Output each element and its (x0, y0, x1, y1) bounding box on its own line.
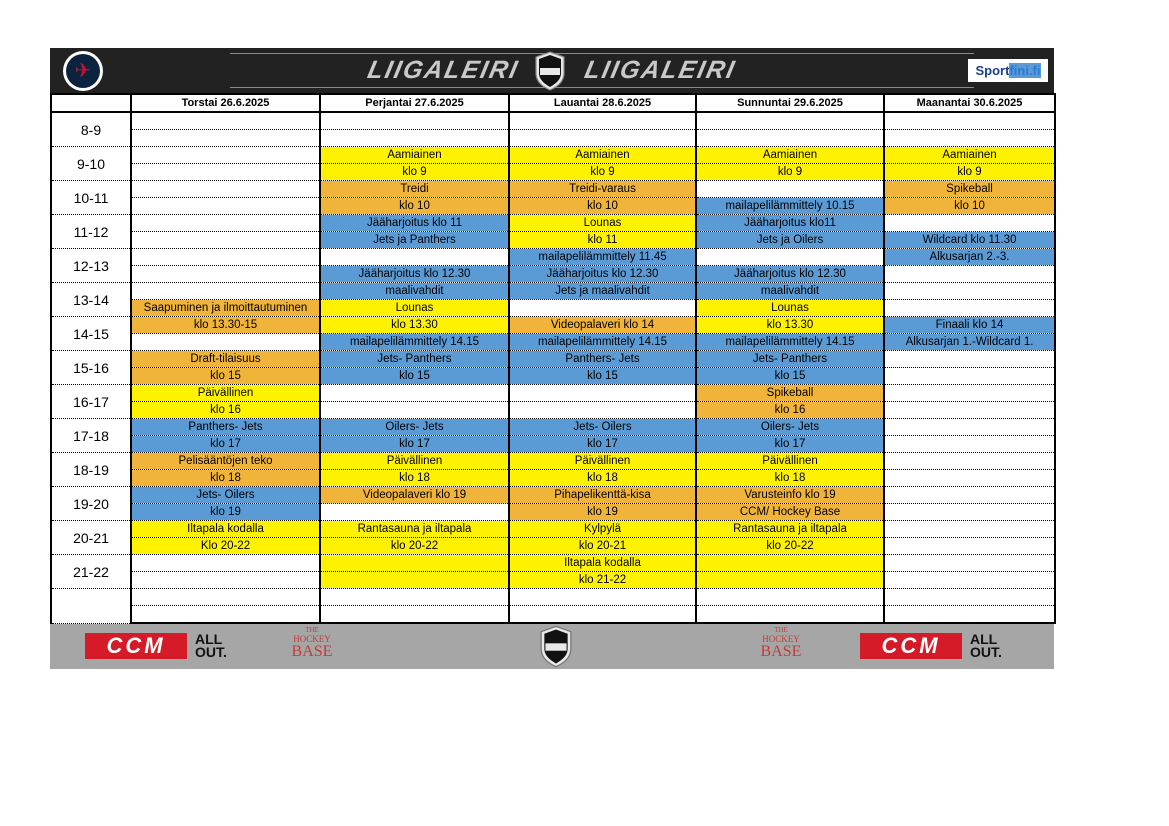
allout-text: OUT. (195, 644, 227, 660)
schedule-cell: Päivällinen (509, 453, 696, 470)
table-row (51, 112, 1055, 130)
schedule-cell: Klo 20-22 (131, 538, 320, 555)
time-slot-label: 17-18 (51, 419, 131, 453)
schedule-cell: maalivahdit (320, 283, 509, 300)
time-slot-label: 12-13 (51, 249, 131, 283)
schedule-cell (509, 385, 696, 402)
schedule-cell (320, 130, 509, 147)
table-row (51, 249, 1055, 266)
schedule-cell: klo 9 (884, 164, 1055, 181)
schedule-cell (884, 606, 1055, 624)
schedule-cell: klo 20-22 (320, 538, 509, 555)
table-row (51, 572, 1055, 589)
schedule-cell (320, 504, 509, 521)
schedule-cell (884, 555, 1055, 572)
schedule-cell (884, 436, 1055, 453)
schedule-cell (131, 555, 320, 572)
day-header: Sunnuntai 29.6.2025 (696, 94, 884, 112)
schedule-cell (131, 198, 320, 215)
day-header-row (51, 94, 1055, 112)
schedule-cell (696, 572, 884, 589)
hockey-base-text: THE (305, 626, 319, 634)
schedule-cell: klo 18 (509, 470, 696, 487)
schedule-cell (131, 130, 320, 147)
table-row (51, 504, 1055, 521)
schedule-cell: Rantasauna ja iltapala (320, 521, 509, 538)
hockey-base-text: HOCKEY (293, 634, 331, 644)
hockey-base-text: THE (774, 626, 788, 634)
schedule-cell (509, 130, 696, 147)
table-row (51, 215, 1055, 232)
sponsor-text-a: Sport (975, 63, 1010, 78)
schedule-cell: Päivällinen (696, 453, 884, 470)
table-row (51, 453, 1055, 470)
table-row (51, 164, 1055, 181)
day-header: Maanantai 30.6.2025 (884, 94, 1055, 112)
day-header: Perjantai 27.6.2025 (320, 94, 509, 112)
schedule-cell (884, 402, 1055, 419)
schedule-cell: Draft-tilaisuus (131, 351, 320, 368)
schedule-cell (884, 266, 1055, 283)
schedule-cell (320, 606, 509, 624)
time-slot-label: 9-10 (51, 147, 131, 181)
schedule-cell: Jets- Panthers (320, 351, 509, 368)
schedule-cell: mailapelilämmittely 14.15 (696, 334, 884, 351)
schedule-cell: klo 15 (509, 368, 696, 385)
schedule-cell: mailapelilämmittely 11.45 (509, 249, 696, 266)
schedule-cell (884, 504, 1055, 521)
schedule-cell: klo 9 (509, 164, 696, 181)
schedule-cell (131, 164, 320, 181)
schedule-cell (884, 538, 1055, 555)
schedule-cell (884, 453, 1055, 470)
schedule-cell (509, 589, 696, 606)
table-row (51, 555, 1055, 572)
schedule-cell: klo 20-22 (696, 538, 884, 555)
schedule-cell: klo 18 (696, 470, 884, 487)
time-slot-label: 14-15 (51, 317, 131, 351)
ccm-text: CCM (85, 633, 187, 659)
schedule-cell (131, 606, 320, 624)
schedule-cell (131, 112, 320, 130)
schedule-cell: Aamiainen (320, 147, 509, 164)
schedule-cell (696, 589, 884, 606)
schedule-cell (884, 487, 1055, 504)
schedule-cell: Saapuminen ja ilmoittautuminen (131, 300, 320, 317)
ccm-logo (860, 632, 1002, 660)
time-slot-label: 10-11 (51, 181, 131, 215)
hockey-base-logo (289, 627, 335, 667)
schedule-cell: Oilers- Jets (320, 419, 509, 436)
schedule-cell: Oilers- Jets (696, 419, 884, 436)
time-slot-label (51, 589, 131, 624)
schedule-cell: Jääharjoitus klo 12.30 (320, 266, 509, 283)
schedule-cell (884, 572, 1055, 589)
schedule-cell (884, 283, 1055, 300)
jets-logo-icon: ✈ (63, 51, 103, 91)
table-row (51, 606, 1055, 624)
schedule-cell (696, 130, 884, 147)
schedule-cell: Iltapala kodalla (131, 521, 320, 538)
schedule-cell: klo 17 (131, 436, 320, 453)
schedule-cell (509, 402, 696, 419)
table-row (51, 300, 1055, 317)
schedule-cell (696, 181, 884, 198)
sponsor-text-b: fini.fi (1009, 63, 1041, 78)
schedule-cell: Lounas (320, 300, 509, 317)
schedule-cell: mailapelilämmittely 14.15 (509, 334, 696, 351)
schedule-cell (131, 147, 320, 164)
schedule-cell: klo 17 (320, 436, 509, 453)
schedule-cell (696, 249, 884, 266)
schedule-cell: Alkusarjan 2.-3. (884, 249, 1055, 266)
table-row (51, 317, 1055, 334)
schedule-cell: klo 17 (509, 436, 696, 453)
table-row (51, 436, 1055, 453)
schedule-cell: Aamiainen (509, 147, 696, 164)
schedule-cell: klo 21-22 (509, 572, 696, 589)
day-header: Torstai 26.6.2025 (131, 94, 320, 112)
schedule-cell: Aamiainen (696, 147, 884, 164)
schedule-cell (131, 266, 320, 283)
schedule-cell (320, 402, 509, 419)
schedule-cell: Treidi (320, 181, 509, 198)
schedule-cell (131, 589, 320, 606)
schedule-cell: klo 16 (696, 402, 884, 419)
schedule-cell: klo 13.30-15 (131, 317, 320, 334)
table-row (51, 351, 1055, 368)
schedule-cell (884, 589, 1055, 606)
schedule-cell: Treidi-varaus (509, 181, 696, 198)
sportfini-logo (968, 59, 1048, 82)
schedule-sheet (50, 48, 1054, 669)
schedule-cell: Alkusarjan 1.-Wildcard 1. (884, 334, 1055, 351)
table-row (51, 385, 1055, 402)
schedule-cell: klo 9 (696, 164, 884, 181)
schedule-cell: klo 16 (131, 402, 320, 419)
table-row (51, 334, 1055, 351)
table-row (51, 402, 1055, 419)
time-slot-label: 8-9 (51, 112, 131, 147)
schedule-body (51, 112, 1055, 623)
table-row (51, 521, 1055, 538)
schedule-cell: Spikeball (696, 385, 884, 402)
schedule-cell: klo 15 (320, 368, 509, 385)
schedule-cell: Jets- Oilers (509, 419, 696, 436)
schedule-cell: Kylpylä (509, 521, 696, 538)
schedule-cell (884, 419, 1055, 436)
schedule-cell (696, 555, 884, 572)
schedule-cell: klo 10 (884, 198, 1055, 215)
ccm-text: CCM (860, 633, 962, 659)
schedule-cell: Jets- Panthers (696, 351, 884, 368)
schedule-cell: mailapelilämmittely 10.15 (696, 198, 884, 215)
schedule-cell: klo 13.30 (320, 317, 509, 334)
schedule-cell: Panthers- Jets (131, 419, 320, 436)
schedule-cell: klo 18 (131, 470, 320, 487)
schedule-cell: maalivahdit (696, 283, 884, 300)
time-slot-label: 19-20 (51, 487, 131, 521)
schedule-cell: klo 10 (320, 198, 509, 215)
schedule-cell: Videopalaveri klo 19 (320, 487, 509, 504)
schedule-cell (884, 215, 1055, 232)
schedule-cell: Videopalaveri klo 14 (509, 317, 696, 334)
schedule-cell (509, 606, 696, 624)
schedule-cell: Lounas (509, 215, 696, 232)
schedule-cell (320, 112, 509, 130)
schedule-cell (131, 249, 320, 266)
time-slot-label: 11-12 (51, 215, 131, 249)
schedule-cell: Lounas (696, 300, 884, 317)
table-row (51, 198, 1055, 215)
schedule-cell: klo 17 (696, 436, 884, 453)
schedule-cell (131, 181, 320, 198)
schedule-cell: klo 19 (131, 504, 320, 521)
schedule-cell (320, 572, 509, 589)
table-row (51, 232, 1055, 249)
table-row (51, 147, 1055, 164)
schedule-cell (320, 589, 509, 606)
time-slot-label: 16-17 (51, 385, 131, 419)
title-right: LIIGALEIRI (582, 56, 739, 84)
schedule-cell (884, 351, 1055, 368)
header-banner (50, 48, 1054, 93)
table-row (51, 130, 1055, 147)
schedule-cell: klo 15 (696, 368, 884, 385)
schedule-cell: Panthers- Jets (509, 351, 696, 368)
table-row (51, 470, 1055, 487)
time-slot-label: 21-22 (51, 555, 131, 589)
schedule-cell (509, 112, 696, 130)
schedule-cell: klo 13.30 (696, 317, 884, 334)
schedule-cell (884, 130, 1055, 147)
table-row (51, 538, 1055, 555)
schedule-cell: klo 18 (320, 470, 509, 487)
schedule-cell: Jääharjoitus klo 11 (320, 215, 509, 232)
table-row (51, 283, 1055, 300)
hockey-base-logo (758, 627, 804, 667)
table-row (51, 419, 1055, 436)
allout-text: OUT. (970, 644, 1002, 660)
schedule-cell: Jääharjoitus klo 12.30 (696, 266, 884, 283)
table-row (51, 266, 1055, 283)
table-row (51, 589, 1055, 606)
schedule-cell (884, 385, 1055, 402)
schedule-cell (131, 232, 320, 249)
ccm-logo (85, 632, 227, 660)
schedule-cell (884, 521, 1055, 538)
schedule-cell: klo 20-21 (509, 538, 696, 555)
schedule-cell (131, 334, 320, 351)
schedule-cell (696, 112, 884, 130)
schedule-cell: Jets ja Panthers (320, 232, 509, 249)
schedule-cell: klo 19 (509, 504, 696, 521)
schedule-cell: Jets ja Oilers (696, 232, 884, 249)
schedule-cell (884, 300, 1055, 317)
hockey-base-text: HOCKEY (762, 634, 800, 644)
schedule-cell: mailapelilämmittely 14.15 (320, 334, 509, 351)
schedule-cell: klo 11 (509, 232, 696, 249)
schedule-cell (320, 249, 509, 266)
schedule-cell: Jets- Oilers (131, 487, 320, 504)
schedule-cell: Päivällinen (131, 385, 320, 402)
schedule-cell: Wildcard klo 11.30 (884, 232, 1055, 249)
hockey-base-text: BASE (760, 643, 802, 660)
schedule-cell: Spikeball (884, 181, 1055, 198)
schedule-cell: Iltapala kodalla (509, 555, 696, 572)
schedule-cell (320, 385, 509, 402)
schedule-cell: Päivällinen (320, 453, 509, 470)
schedule-cell: Pelisääntöjen teko (131, 453, 320, 470)
schedule-cell: Rantasauna ja iltapala (696, 521, 884, 538)
table-row (51, 181, 1055, 198)
schedule-cell (509, 300, 696, 317)
schedule-cell (884, 112, 1055, 130)
time-slot-label: 20-21 (51, 521, 131, 555)
schedule-cell (320, 555, 509, 572)
allout-text: ALL (970, 631, 998, 647)
table-row (51, 368, 1055, 385)
schedule-cell: CCM/ Hockey Base (696, 504, 884, 521)
header-line (230, 53, 974, 54)
schedule-cell: Jets ja maalivahdit (509, 283, 696, 300)
schedule-cell: Finaali klo 14 (884, 317, 1055, 334)
schedule-cell (884, 368, 1055, 385)
schedule-cell: klo 10 (509, 198, 696, 215)
schedule-cell: Jääharjoitus klo 12.30 (509, 266, 696, 283)
time-slot-label: 18-19 (51, 453, 131, 487)
schedule-cell (696, 606, 884, 624)
schedule-cell: klo 15 (131, 368, 320, 385)
table-row (51, 487, 1055, 504)
schedule-cell: Aamiainen (884, 147, 1055, 164)
schedule-cell (884, 470, 1055, 487)
sponsor-footer (50, 624, 1054, 669)
nhl-shield-icon (538, 625, 574, 668)
corner-cell (51, 94, 131, 112)
schedule-cell (131, 283, 320, 300)
schedule-table (50, 93, 1056, 624)
nhl-shield-icon (533, 51, 567, 91)
schedule-cell (131, 572, 320, 589)
day-header: Lauantai 28.6.2025 (509, 94, 696, 112)
hockey-base-text: BASE (291, 643, 333, 660)
header-line (230, 87, 974, 88)
allout-text: ALL (195, 631, 223, 647)
schedule-cell: Jääharjoitus klo11 (696, 215, 884, 232)
time-slot-label: 13-14 (51, 283, 131, 317)
schedule-cell: Pihapelikenttä-kisa (509, 487, 696, 504)
schedule-cell (131, 215, 320, 232)
time-slot-label: 15-16 (51, 351, 131, 385)
title-left: LIIGALEIRI (365, 56, 522, 84)
schedule-cell: Varusteinfo klo 19 (696, 487, 884, 504)
schedule-cell: klo 9 (320, 164, 509, 181)
